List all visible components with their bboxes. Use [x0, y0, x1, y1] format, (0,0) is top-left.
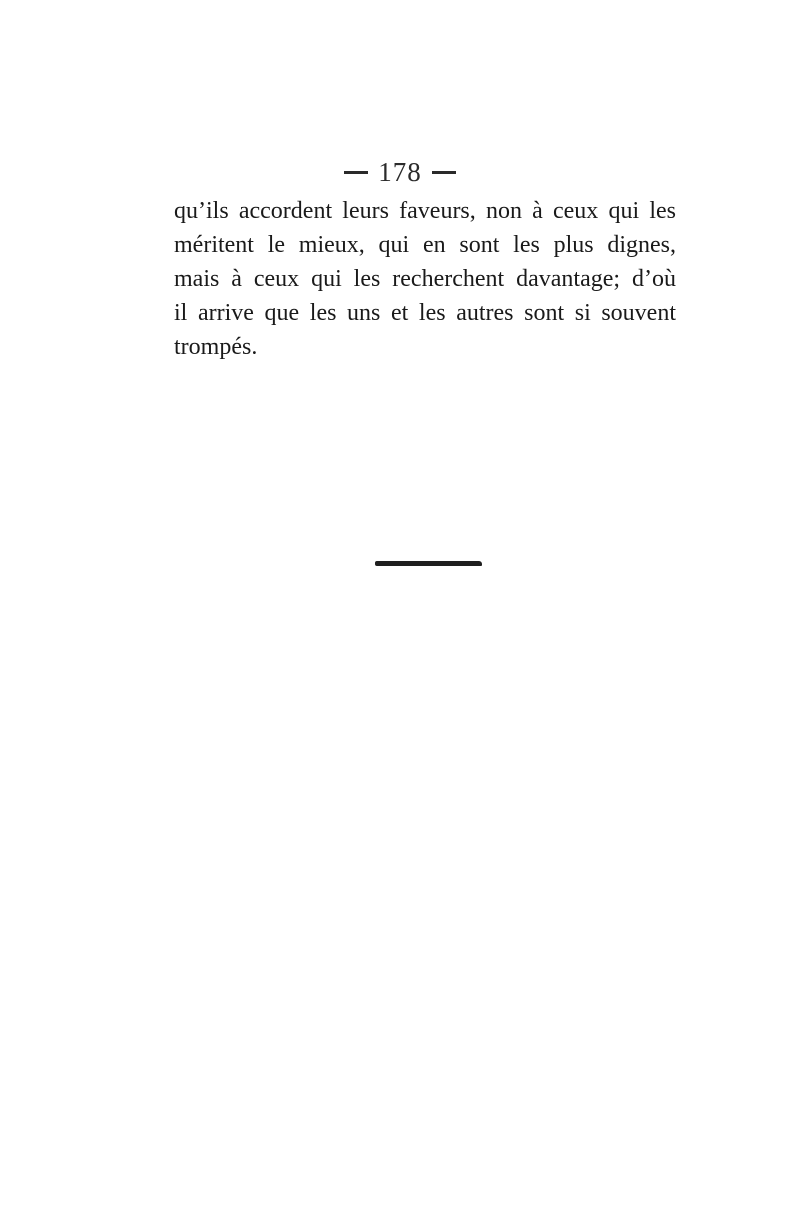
page-number: 178 [378, 156, 422, 187]
header-right-dash [432, 171, 456, 174]
text-line: méritent le mieux, qui en sont les plus dignes, [174, 232, 676, 258]
header-left-dash [344, 171, 368, 174]
body-paragraph [174, 194, 676, 364]
text-line: qu’ils accordent leurs faveurs, non à ceux qui les [174, 198, 676, 224]
end-of-chapter-rule [375, 561, 482, 566]
text-line: il arrive que les uns et les autres sont si souvent [174, 300, 676, 326]
text-line: trompés. [174, 334, 258, 360]
text-line: mais à ceux qui les recherchent davantage; d’où [174, 266, 676, 292]
page-header [0, 152, 800, 192]
